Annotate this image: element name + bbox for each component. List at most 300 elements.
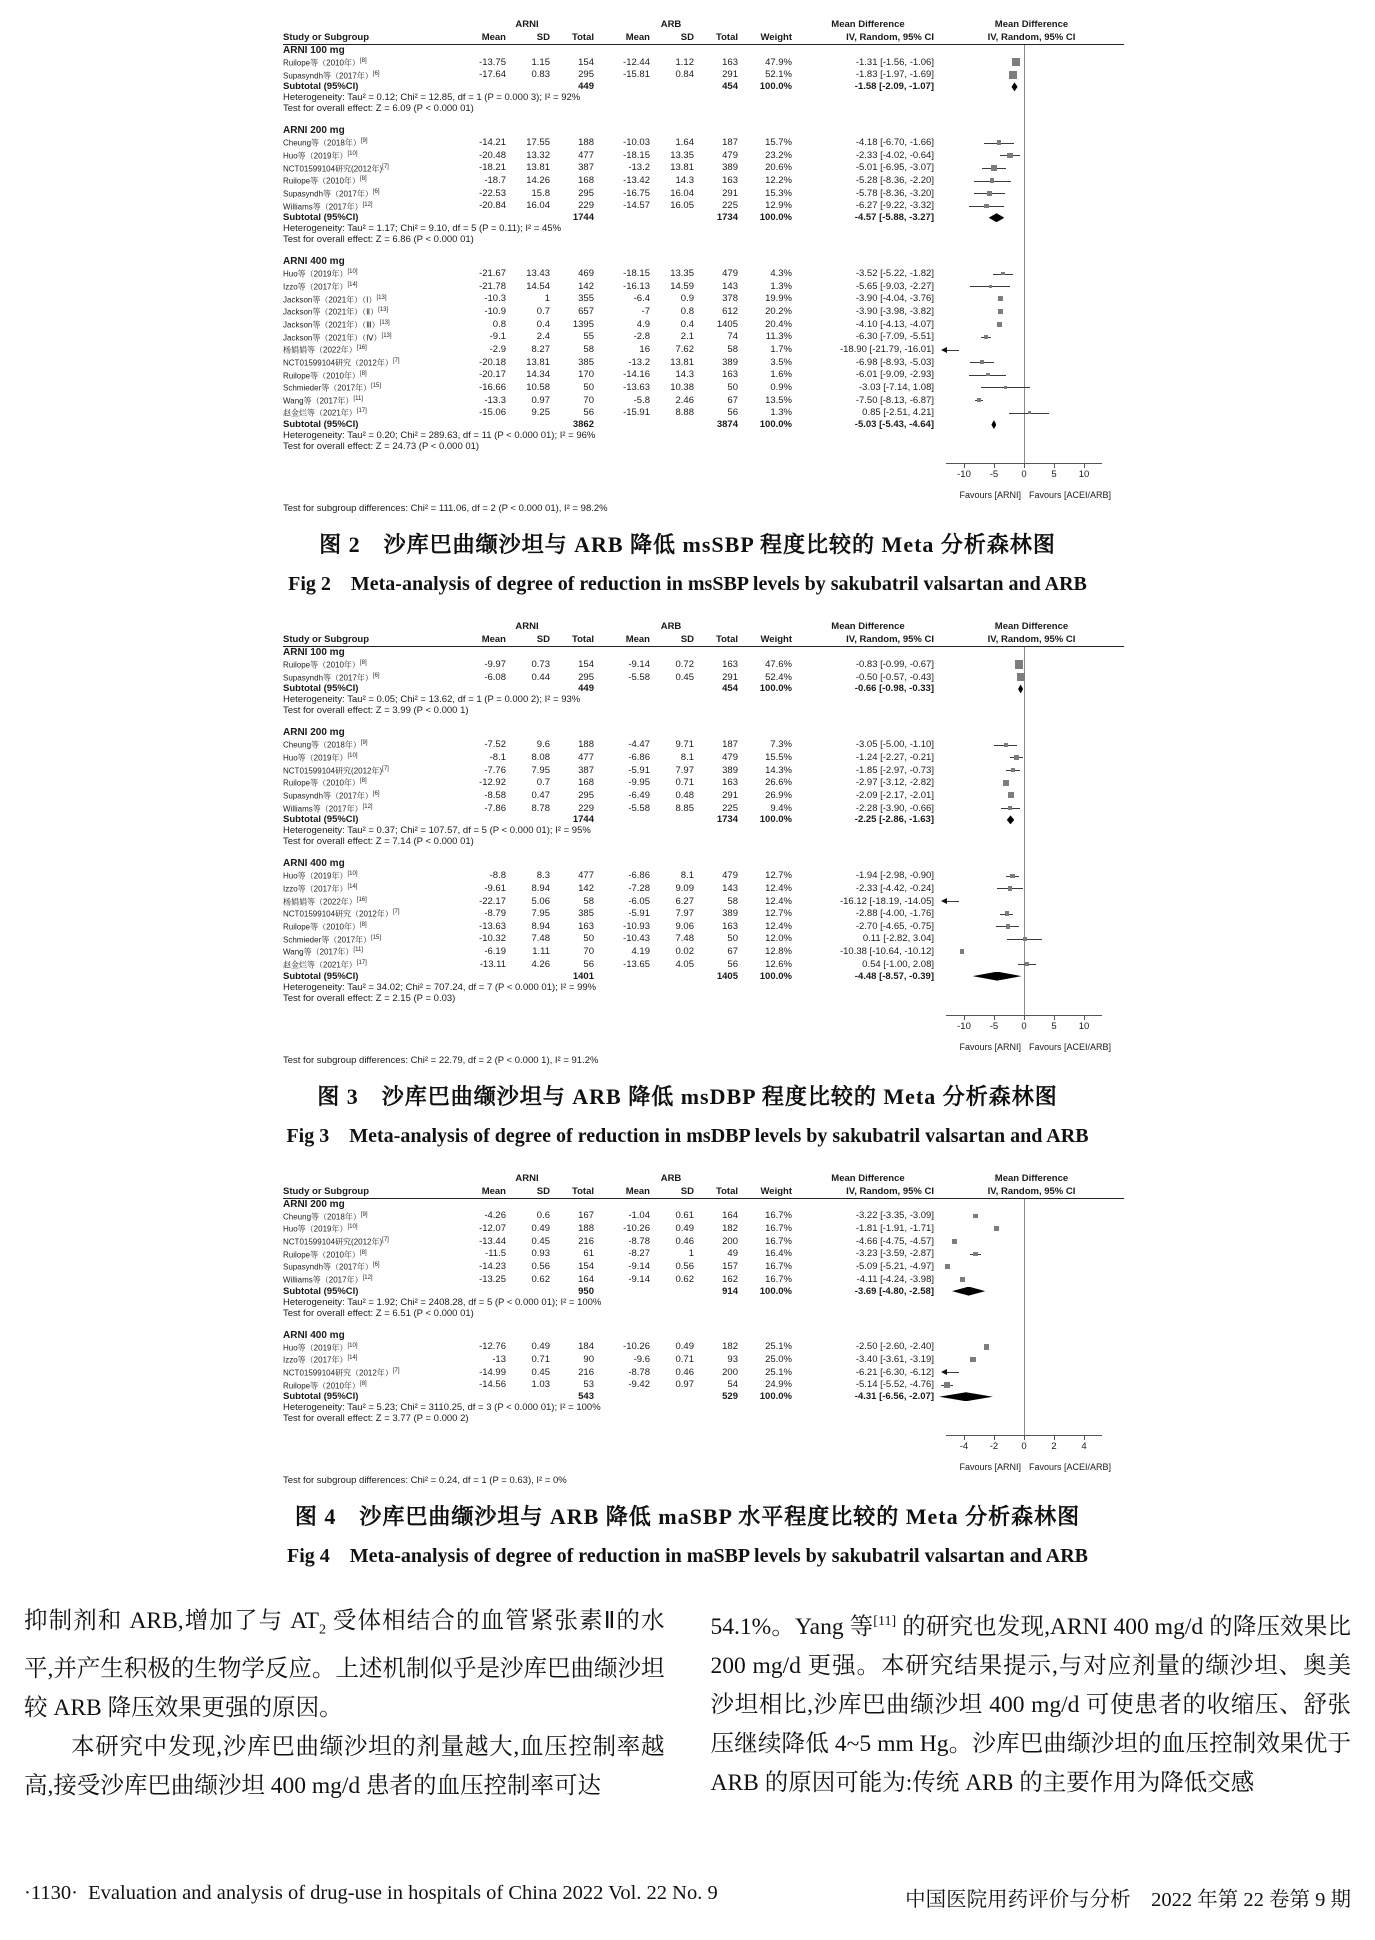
- forest-cell: -9.95: [628, 777, 650, 789]
- axis-tick: [1024, 1435, 1025, 1440]
- forest-cell: 291: [722, 671, 738, 683]
- subgroup-label: ARNI 400 mg: [283, 1329, 345, 1341]
- forest-plot-area: [939, 1435, 1124, 1461]
- subtotal-row: [283, 814, 1124, 825]
- subgroup-label: ARNI 200 mg: [283, 125, 345, 137]
- spacer-row: [283, 245, 1124, 256]
- ci-text: -3.40 [-3.61, -3.19]: [855, 1354, 934, 1366]
- zero-line: [1024, 125, 1025, 136]
- study-row: [283, 776, 1124, 789]
- forest-cell: 70: [583, 946, 594, 958]
- study-row: [283, 882, 1124, 895]
- effect-square: [984, 204, 988, 208]
- study-name: 杨娟娟等（2022年）[16]: [283, 345, 367, 355]
- forest-cell: 56: [727, 407, 738, 419]
- zero-line: [1024, 331, 1025, 344]
- study-ref: [7]: [382, 1236, 389, 1243]
- zero-line: [1024, 945, 1025, 958]
- forest-cell: 1.15: [531, 56, 550, 68]
- zero-line: [1024, 280, 1025, 293]
- weight-value: 4.3%: [770, 268, 792, 280]
- zero-line: [1024, 789, 1025, 802]
- forest-cell: 378: [722, 293, 738, 305]
- forest-cell: 479: [722, 268, 738, 280]
- forest-cell: 1734: [716, 814, 738, 826]
- forest-cell: 8.3: [536, 870, 550, 882]
- axis-tick-label: -10: [957, 1020, 971, 1032]
- forest-cell: -22.17: [479, 895, 506, 907]
- forest-cell: 100.0%: [759, 1391, 792, 1403]
- forest-cell: 449: [578, 683, 594, 695]
- forest-cell: 612: [722, 306, 738, 318]
- zero-line: [1024, 234, 1025, 245]
- effect-square: [994, 1226, 999, 1231]
- forest-cell: 100.0%: [759, 81, 792, 93]
- column-header: Study or Subgroup: [283, 32, 370, 43]
- zero-line: [1024, 1341, 1025, 1354]
- column-header: Study or Subgroup: [283, 634, 370, 646]
- study-ref: [16]: [356, 345, 367, 352]
- body-text: [24, 1602, 1351, 1806]
- forest-header-groups: [283, 1172, 1124, 1185]
- study-ref: [17]: [356, 959, 367, 966]
- subtotal-row: [283, 683, 1124, 694]
- weight-value: 11.3%: [765, 331, 792, 343]
- column-header: Total: [716, 634, 738, 646]
- study-row: [283, 343, 1124, 356]
- zero-line: [1024, 694, 1025, 705]
- study-ref: [8]: [359, 660, 367, 667]
- forest-cell: -8.79: [484, 908, 506, 920]
- forest-plot-area: [939, 187, 1124, 200]
- column-header: SD: [536, 32, 550, 43]
- study-ref: [15]: [371, 383, 382, 390]
- effect-square: [1011, 768, 1016, 773]
- forest-cell: 225: [722, 200, 738, 212]
- forest-plot-area: [939, 92, 1124, 103]
- axis-tick: [1084, 1435, 1085, 1440]
- forest-cell: -13: [492, 1354, 506, 1366]
- forest-cell: -12.76: [479, 1341, 506, 1353]
- forest-cell: 1: [688, 1248, 694, 1260]
- axis-row: [283, 463, 1124, 489]
- forest-cell: 90: [583, 1354, 594, 1366]
- study-row: [283, 802, 1124, 815]
- forest-plot-area: [939, 245, 1124, 256]
- forest-cell: 163: [578, 920, 594, 932]
- forest-cell: -2.8: [633, 331, 650, 343]
- forest-cell: -13.65: [623, 958, 650, 970]
- axis-tick: [994, 463, 995, 468]
- subtotal-label: Subtotal (95%CI): [283, 1285, 359, 1297]
- forest-cell: -10.32: [479, 933, 506, 945]
- forest-header-groups: [283, 620, 1124, 633]
- forest-cell: -14.16: [623, 369, 650, 381]
- study-row: [283, 149, 1124, 162]
- forest-cell: 479: [722, 870, 738, 882]
- zero-line: [1024, 1413, 1025, 1424]
- body-paragraph: 抑制剂和 ARB,增加了与 $AT_2$ 受体相结合的血管紧张素Ⅱ的水平,并产生积极的生物学反应。上述机制似乎是沙库巴曲缬沙坦较 ARB 降压效果更强的原因。: [24, 1608, 665, 1721]
- zero-line: [1024, 869, 1025, 882]
- study-row: [283, 200, 1124, 213]
- forest-cell: 13.81: [526, 162, 550, 174]
- study-row: [283, 671, 1124, 684]
- effect-square: [1004, 386, 1007, 389]
- favours-row: [283, 1461, 1124, 1475]
- effect-square: [987, 191, 992, 196]
- forest-cell: 4.19: [631, 946, 650, 958]
- subtotal-diamond: [939, 1392, 993, 1401]
- forest-cell: -18.15: [623, 149, 650, 161]
- figure-4-caption-cn: 图 4 沙库巴曲缬沙坦与 ARB 降低 maSBP 水平程度比较的 Meta 分析森林图: [294, 1504, 1081, 1530]
- weight-value: 13.5%: [765, 394, 792, 406]
- forest-cell: 4.05: [675, 958, 694, 970]
- forest-plot-area: [939, 1308, 1124, 1319]
- ci-text: -18.90 [-21.79, -16.01]: [839, 344, 934, 356]
- effect-square: [984, 1344, 990, 1350]
- study-name: Cheung等（2018年）[9]: [283, 1211, 368, 1222]
- study-name: Ruilope等（2010年）[8]: [283, 1249, 367, 1260]
- study-name: NCT01599104研究（2012年）[7]: [283, 909, 400, 919]
- ci-text: -5.14 [-5.52, -4.76]: [855, 1379, 934, 1391]
- zero-line: [1024, 1366, 1025, 1379]
- study-row: [283, 1235, 1124, 1248]
- forest-cell: -14.23: [479, 1261, 506, 1273]
- forest-cell: -20.18: [479, 356, 506, 368]
- axis-tick-label: 5: [1051, 469, 1057, 481]
- forest-cell: -16.66: [479, 381, 506, 393]
- forest-header-columns: [283, 31, 1124, 45]
- study-ref: [10]: [347, 269, 358, 276]
- forest-plot-area: [939, 1461, 1124, 1475]
- forest-cell: 100.0%: [759, 814, 792, 826]
- study-name: Ruilope等（2010年）[8]: [283, 176, 367, 186]
- forest-plot-area: [939, 993, 1124, 1004]
- forest-plot-area: [939, 1413, 1124, 1424]
- subtotal-label: Subtotal (95%CI): [283, 814, 359, 826]
- study-name: Ruilope等（2010年）[8]: [283, 370, 367, 381]
- effect-square: [1015, 660, 1023, 668]
- favours-left-label: Favours [ARNI]: [959, 1462, 1021, 1473]
- study-row: [283, 369, 1124, 382]
- subtotal-diamond: [991, 420, 996, 429]
- weight-value: 3.5%: [770, 356, 792, 368]
- study-name: Williams等（2017年）[12]: [283, 803, 373, 814]
- weight-value: 20.6%: [765, 162, 792, 174]
- study-row: [283, 907, 1124, 920]
- spacer-row: [283, 847, 1124, 858]
- zero-line: [1024, 45, 1025, 56]
- weight-value: 1.3%: [770, 407, 792, 419]
- weight-value: 20.2%: [765, 306, 792, 318]
- zero-line: [1024, 1424, 1025, 1435]
- forest-cell: 0.93: [531, 1248, 550, 1260]
- forest-cell: 67: [727, 394, 738, 406]
- study-name: Jackson等（2021年）（Ⅱ）[13]: [283, 307, 389, 317]
- forest-cell: 8.94: [531, 920, 550, 932]
- zero-line: [1024, 1353, 1025, 1366]
- forest-cell: -4.26: [484, 1210, 506, 1222]
- mean-difference-plot-header: Mean Difference: [994, 621, 1069, 633]
- forest-cell: 0.56: [531, 1261, 550, 1273]
- axis-tick: [1024, 463, 1025, 468]
- study-row: [283, 174, 1124, 187]
- body-column-left: [24, 1602, 665, 1806]
- forest-cell: -13.11: [479, 958, 506, 970]
- study-ref: [6]: [372, 791, 380, 798]
- column-header: Mean: [481, 1185, 506, 1197]
- forest-cell: 7.97: [675, 764, 694, 776]
- axis-tick-label: 0: [1021, 1441, 1027, 1453]
- forest-cell: -4.47: [628, 739, 650, 751]
- forest-cell: 657: [578, 306, 594, 318]
- forest-cell: 8.78: [531, 802, 550, 814]
- forest-plot-area: [939, 452, 1124, 463]
- forest-cell: 7.62: [675, 344, 694, 356]
- forest-cell: -18.7: [484, 175, 506, 187]
- zero-line: [1024, 200, 1025, 213]
- weight-value: 25.0%: [765, 1354, 792, 1366]
- forest-cell: -9.42: [628, 1379, 650, 1391]
- forest-cell: 58: [583, 344, 594, 356]
- weight-value: 26.6%: [765, 777, 792, 789]
- forest-plot-area: [939, 223, 1124, 234]
- forest-cell: -15.81: [623, 69, 650, 81]
- forest-cell: 7.48: [531, 933, 550, 945]
- study-ref: [11]: [353, 947, 363, 954]
- ci-text: -6.21 [-6.30, -6.12]: [855, 1366, 934, 1378]
- weight-value: 12.6%: [765, 958, 792, 970]
- subgroup-differences-note: Test for subgroup differences: Chi² = 0.24, df = 1 (P = 0.63), I² = 0%: [283, 1475, 567, 1487]
- subgroup-label-row: [283, 45, 1124, 56]
- effect-square: [970, 1357, 976, 1363]
- forest-cell: -9.14: [628, 1261, 650, 1273]
- forest-cell: 157: [722, 1261, 738, 1273]
- effect-square: [945, 1264, 950, 1269]
- effect-square: [997, 322, 1002, 327]
- forest-cell: -8.58: [484, 789, 506, 801]
- forest-cell: 0.71: [531, 1354, 550, 1366]
- axis-tick: [1084, 463, 1085, 468]
- forest-cell: -20.17: [479, 369, 506, 381]
- study-row: [283, 751, 1124, 764]
- forest-cell: 10.38: [670, 381, 694, 393]
- weight-value: 12.7%: [765, 908, 792, 920]
- forest-plot-area: [939, 162, 1124, 175]
- ci-text: -1.94 [-2.98, -0.90]: [855, 870, 934, 882]
- heterogeneity-note-row: [283, 1402, 1124, 1413]
- forest-cell: 1401: [572, 970, 594, 982]
- ci-text: -2.33 [-4.02, -0.64]: [855, 149, 934, 161]
- column-header: Total: [716, 1185, 738, 1197]
- forest-cell: -8.1: [489, 751, 506, 763]
- study-name: Ruilope等（2010年）[8]: [283, 58, 367, 68]
- mean-difference-plot-header: Mean Difference: [994, 19, 1069, 30]
- forest-cell: 0.83: [531, 69, 550, 81]
- ci-text: -4.66 [-4.75, -4.57]: [855, 1235, 934, 1247]
- forest-plot-area: [939, 305, 1124, 318]
- forest-cell: 70: [583, 394, 594, 406]
- forest-cell: 200: [722, 1235, 738, 1247]
- study-row: [283, 381, 1124, 394]
- zero-line: [1024, 716, 1025, 727]
- figure-3-block: [0, 620, 1375, 1148]
- ci-text: -7.50 [-8.13, -6.87]: [855, 394, 934, 406]
- forest-cell: 154: [578, 1261, 594, 1273]
- axis-tick-label: 0: [1021, 1020, 1027, 1032]
- forest-cell: 7.95: [531, 908, 550, 920]
- forest-cell: 3862: [572, 419, 594, 431]
- study-name: Schmieder等（2017年）[15]: [283, 383, 382, 393]
- forest-cell: 0.62: [675, 1273, 694, 1285]
- weight-value: 12.4%: [765, 882, 792, 894]
- forest-cell: 50: [583, 933, 594, 945]
- forest-plot-area: [939, 789, 1124, 802]
- forest-cell: 216: [578, 1235, 594, 1247]
- ci-text: 0.11 [-2.82, 3.04]: [862, 933, 934, 945]
- forest-cell: 1734: [716, 212, 738, 224]
- axis-tick-label: -4: [959, 1441, 969, 1453]
- study-name: Ruilope等（2010年）[8]: [283, 1380, 367, 1391]
- forest-cell: 0.45: [531, 1235, 550, 1247]
- forest-cell: -13.2: [628, 356, 650, 368]
- footer-left: [24, 1882, 718, 1912]
- study-ref: [10]: [347, 753, 358, 760]
- weight-value: 16.7%: [765, 1273, 792, 1285]
- ci-text: -6.27 [-9.22, -3.32]: [855, 200, 934, 212]
- subtotal-diamond: [1018, 684, 1023, 693]
- weight-value: 16.4%: [765, 1248, 792, 1260]
- column-header: SD: [680, 32, 694, 43]
- forest-cell: -10.3: [484, 293, 506, 305]
- forest-cell: -11.5: [485, 1248, 506, 1260]
- subgroup-differences-row: [283, 503, 1124, 514]
- study-ref: [16]: [356, 896, 367, 903]
- overall-effect-note: Test for overall effect: Z = 7.14 (P < 0.000 01): [283, 836, 474, 848]
- ci-text: -6.01 [-9.09, -2.93]: [855, 369, 934, 381]
- zero-line: [1024, 764, 1025, 777]
- forest-plot-area: [939, 933, 1124, 946]
- ci-line: [947, 901, 959, 902]
- overall-effect-note-row: [283, 234, 1124, 245]
- forest-plot-area: [939, 683, 1124, 694]
- axis-tick: [964, 1015, 965, 1020]
- zero-line: [1024, 114, 1025, 125]
- forest-plot-area: [939, 56, 1124, 69]
- forest-cell: 55: [583, 331, 594, 343]
- column-header: SD: [680, 1185, 694, 1197]
- study-name: Huo等（2019年）[10]: [283, 150, 358, 161]
- forest-cell: 0.02: [675, 946, 694, 958]
- zero-line: [1024, 1297, 1025, 1308]
- ci-text: -10.38 [-10.64, -10.12]: [839, 946, 934, 958]
- zero-line: [1024, 430, 1025, 441]
- study-row: [283, 1379, 1124, 1392]
- zero-line: [1024, 751, 1025, 764]
- study-name: NCT01599104研究（2012年）[7]: [283, 1367, 400, 1378]
- forest-cell: 7.95: [531, 764, 550, 776]
- subgroup-label-row: [283, 858, 1124, 869]
- zero-line: [1024, 907, 1025, 920]
- forest-plot-area: [939, 647, 1124, 658]
- forest-cell: 50: [727, 933, 738, 945]
- study-ref: [10]: [347, 871, 358, 878]
- ci-text: -5.28 [-8.36, -2.20]: [855, 175, 934, 187]
- forest-cell: 17.55: [526, 137, 550, 149]
- forest-cell: 0.47: [531, 789, 550, 801]
- study-ref: [10]: [347, 150, 358, 157]
- ci-text: -3.23 [-3.59, -2.87]: [855, 1248, 934, 1260]
- zero-line: [1024, 1248, 1025, 1261]
- forest-cell: 56: [583, 407, 594, 419]
- heterogeneity-note: Heterogeneity: Tau² = 34.02; Chi² = 707.24, df = 7 (P < 0.000 01); I² = 99%: [283, 981, 597, 993]
- zero-line: [1024, 223, 1025, 234]
- forest-cell: -7.52: [484, 739, 506, 751]
- ci-text: -1.31 [-1.56, -1.06]: [855, 56, 934, 68]
- forest-cell: -5.58: [628, 671, 650, 683]
- effect-square: [944, 1382, 950, 1388]
- weight-value: 25.1%: [765, 1341, 792, 1353]
- study-name: Izzo等（2017年）[14]: [283, 281, 358, 292]
- study-row: [283, 305, 1124, 318]
- forest-cell: -7.28: [628, 882, 650, 894]
- subtotal-row: [283, 212, 1124, 223]
- forest-plot-area: [939, 69, 1124, 82]
- forest-cell: 56: [727, 958, 738, 970]
- weight-value: 23.2%: [765, 149, 792, 161]
- spacer-row: [283, 716, 1124, 727]
- study-ref: [12]: [362, 201, 373, 208]
- zero-line: [1024, 92, 1025, 103]
- overall-effect-note-row: [283, 441, 1124, 452]
- subtotal-diamond: [1007, 815, 1014, 824]
- forest-cell: 0.62: [531, 1273, 550, 1285]
- forest-cell: 54: [727, 1379, 738, 1391]
- zero-line: [1024, 452, 1025, 463]
- zero-line: [1024, 343, 1025, 356]
- forest-cell: -8.27: [628, 1248, 650, 1260]
- forest-plot-area: [939, 394, 1124, 407]
- forest-plot-area: [939, 882, 1124, 895]
- zero-line: [1024, 1330, 1025, 1341]
- forest-cell: 0.73: [531, 658, 550, 670]
- forest-plot-area: [939, 318, 1124, 331]
- forest-cell: 0.46: [675, 1235, 694, 1247]
- forest-cell: 8.1: [680, 870, 694, 882]
- forest-cell: 100.0%: [759, 970, 792, 982]
- subgroup-label: ARNI 100 mg: [283, 647, 345, 659]
- forest-cell: 164: [722, 1210, 738, 1222]
- ci-text: -3.90 [-4.04, -3.76]: [855, 293, 934, 305]
- study-ref: [7]: [392, 357, 400, 364]
- weight-value: 1.3%: [770, 280, 792, 292]
- forest-plot-area: [939, 174, 1124, 187]
- forest-cell: -6.49: [628, 789, 650, 801]
- weight-value: 47.9%: [765, 56, 792, 68]
- zero-line: [1024, 776, 1025, 789]
- study-ref: [13]: [378, 307, 389, 314]
- study-ref: [9]: [360, 138, 368, 145]
- forest-cell: 13.35: [670, 149, 694, 161]
- figure-4-caption-en: Fig 4 Meta-analysis of degree of reduction in maSBP levels by sakubatril valsartan and ARB: [287, 1545, 1088, 1568]
- forest-plot-area: [939, 1353, 1124, 1366]
- study-row: [283, 267, 1124, 280]
- weight-value: 16.7%: [765, 1223, 792, 1235]
- column-header: SD: [680, 634, 694, 646]
- mean-difference-plot-header: Mean Difference: [994, 1172, 1069, 1184]
- forest-cell: -9.61: [484, 882, 506, 894]
- zero-line: [1024, 993, 1025, 1004]
